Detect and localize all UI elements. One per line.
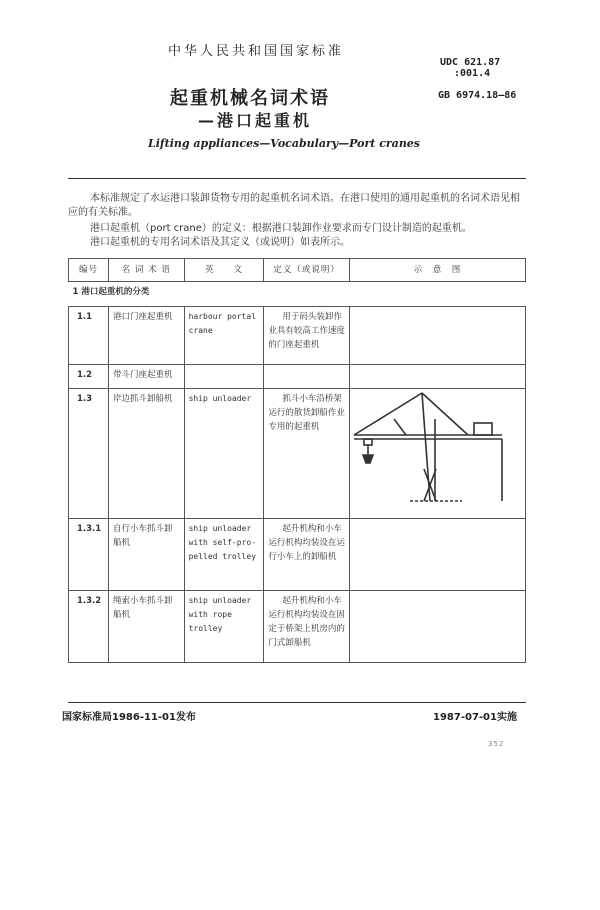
row-number: 1.3 [69, 389, 109, 519]
row-diagram [350, 519, 526, 591]
row-english: ship unloader with self-pro-pelled trolley [184, 519, 264, 591]
row-definition: 起升机构和小车运行机构均装设在运行小车上的卸船机 [264, 519, 350, 591]
table-header-row [69, 259, 526, 282]
intro-paragraph-3: 港口起重机的专用名词术语及其定义（或说明）如表所示。 [90, 237, 350, 248]
row-english: harbour portal crane [184, 307, 264, 365]
row-definition [264, 365, 350, 389]
row-english: ship unloader [184, 389, 264, 519]
header-diagram: 示 意 图 [350, 259, 526, 282]
row-number: 1.3.1 [69, 519, 109, 591]
row-english: ship unloader with rope trolley [184, 591, 264, 663]
intro-paragraph-1: 本标准规定了水运港口装卸货物专用的起重机名词术语。在港口使用的通用起重机的名词术语见相应的有关标准。 [68, 193, 520, 218]
table-row [69, 389, 526, 519]
row-diagram [350, 365, 526, 389]
row-number: 1.3.2 [69, 591, 109, 663]
header-number: 编号 [69, 259, 109, 282]
row-diagram [350, 591, 526, 663]
row-diagram [350, 389, 526, 519]
bottom-rule [68, 702, 526, 703]
issue-date: 国家标准局1986-11-01发布 [62, 712, 196, 723]
table-row [69, 307, 526, 365]
header-term: 名 词 术 语 [108, 259, 184, 282]
row-definition: 用于码头装卸作业具有较高工作速度的门座起重机 [264, 307, 350, 365]
gb-number: GB 6974.18—86 [438, 90, 517, 101]
row-definition: 起升机构和小车运行机构均装设在固定于桥架上机房内的门式卸船机 [264, 591, 350, 663]
row-diagram [350, 307, 526, 365]
effective-date: 1987-07-01实施 [433, 712, 517, 723]
row-term: 绳索小车抓斗卸船机 [108, 591, 184, 663]
header-definition: 定义（或说明） [264, 259, 350, 282]
row-number: 1.1 [69, 307, 109, 365]
row-term: 港口门座起重机 [108, 307, 184, 365]
ship-unloader-diagram [350, 389, 520, 517]
udc-code [440, 57, 500, 79]
udc-line-2: :001.4 [454, 68, 491, 79]
page-number: 352 [488, 740, 505, 748]
table-row [69, 365, 526, 389]
intro-paragraph-2: 港口起重机（port crane）的定义：根据港口装卸作业要求而专门设计制造的起重机。 [90, 223, 472, 234]
standard-title: 中华人民共和国国家标准 [168, 44, 345, 59]
row-term: 带斗门座起重机 [108, 365, 184, 389]
table-row [69, 519, 526, 591]
udc-line-1: UDC 621.87 [440, 57, 501, 68]
section-heading: 1 港口起重机的分类 [69, 282, 526, 307]
row-definition: 抓斗小车沿桥架运行的散货卸船作业专用的起重机 [264, 389, 350, 519]
table-row [69, 591, 526, 663]
row-term: 自行小车抓斗卸船机 [108, 519, 184, 591]
document-title: 起重机械名词术语 [170, 88, 330, 109]
terms-table [68, 258, 526, 663]
row-term: 岸边抓斗卸船机 [108, 389, 184, 519]
top-rule [68, 178, 526, 179]
section-row [69, 282, 526, 307]
row-english [184, 365, 264, 389]
english-title: Lifting appliances—Vocabulary—Port cranes [148, 137, 421, 150]
header-english: 英 文 [184, 259, 264, 282]
document-subtitle: —港口起重机 [198, 111, 313, 130]
row-number: 1.2 [69, 365, 109, 389]
